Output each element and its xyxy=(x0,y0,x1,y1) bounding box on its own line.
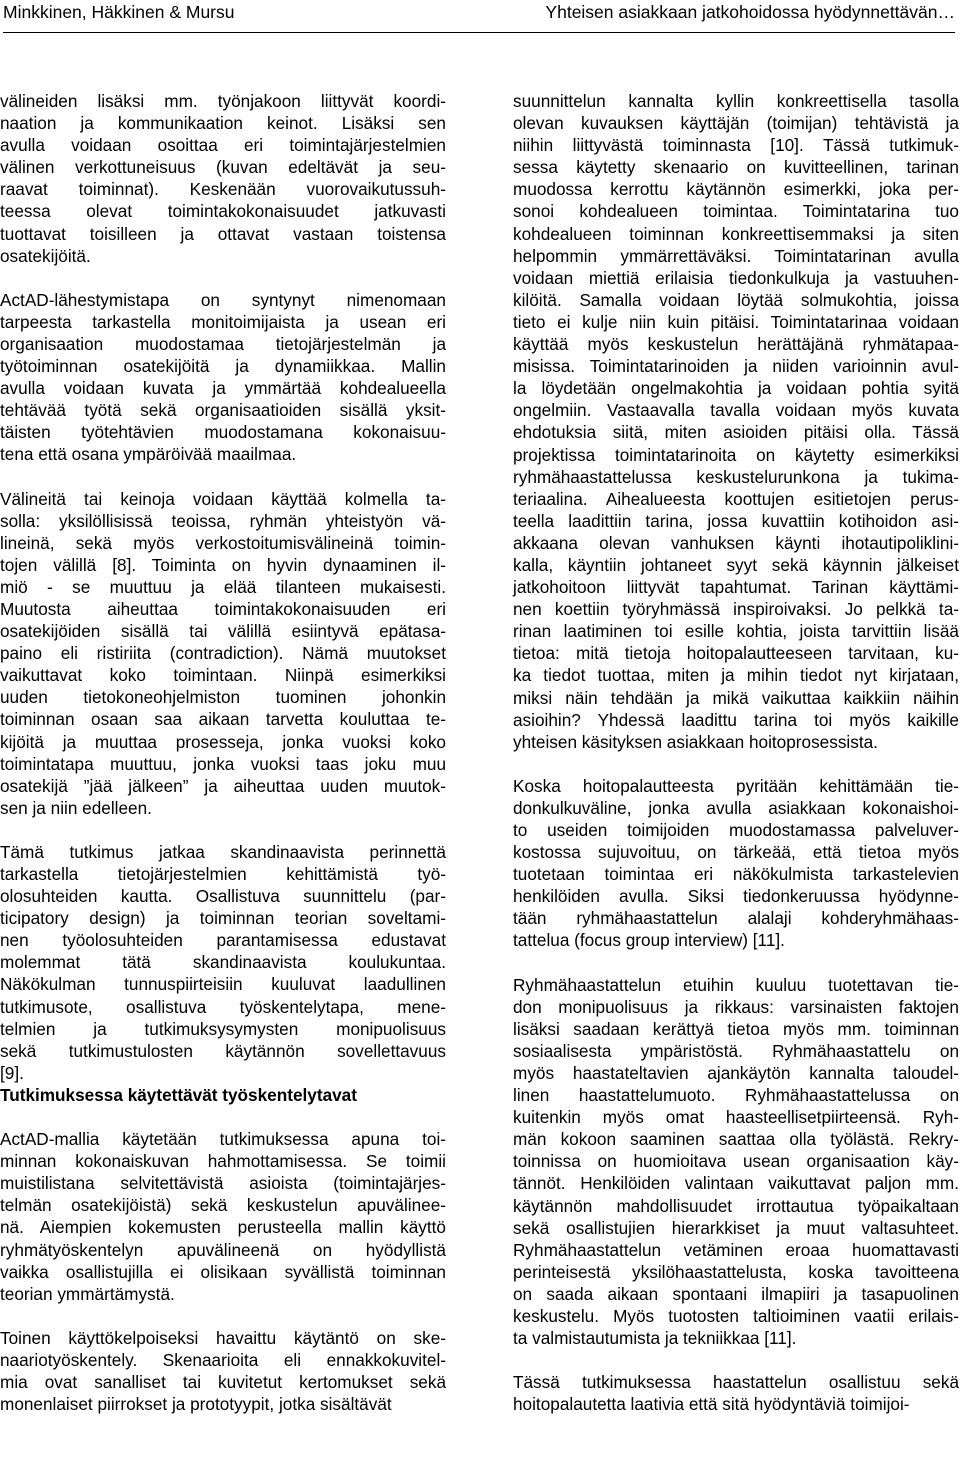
text-line: rinan laatiminen toi esille kohtia, joista tarvittiin lisää xyxy=(513,621,959,642)
text-line: kostossa sujuvoituu, on tärkeää, että tietoa myös xyxy=(513,842,959,863)
text-line: käyttää myös keskustelun herättäjänä ryhmätapaa- xyxy=(513,334,959,355)
text-line: kijöitä ja muuttaa prosesseja, jonka vuoksi koko xyxy=(0,731,446,752)
text-line: tuottavat toisilleen ja ottavat vastaan toistensa xyxy=(0,223,446,244)
text-line: toimintatapa muuttuu, jonka vuoksi taas joku muu xyxy=(0,753,446,774)
text-line: organisaation muodostamaa tietojärjestelmän ja xyxy=(0,333,446,354)
text-line: teriaalina. Aihealueesta koottujen esitietojen perus- xyxy=(513,488,959,509)
text-line: to useiden toimijoiden muodostamassa palveluver- xyxy=(513,820,959,840)
header-authors: Minkkinen, Häkkinen & Mursu xyxy=(3,2,235,22)
text-line: avulla voidaan osoittaa eri toimintajärjestelmien xyxy=(0,135,446,156)
text-line: Tässä tutkimuksessa haastattelun osallistuu sekä xyxy=(513,1372,959,1393)
text-line: ka tiedot tuottaa, miten ja mihin tiedot nyt kirjataan, xyxy=(513,665,959,686)
text-line: täisten työtehtävien muodostamana kokonaisuu- xyxy=(0,422,446,443)
text-line: la löydetään ongelmakohtia ja voidaan pohtia syitä xyxy=(513,378,959,399)
paragraph xyxy=(0,841,446,1084)
text-line: osatekijä ”jää jälkeen” ja aiheuttaa uuden muutok- xyxy=(0,775,446,796)
paragraph xyxy=(513,90,959,753)
text-line: sonoi kohdealueen toimintaa. Toimintatarina tuo xyxy=(513,201,959,222)
text-line: avulla voidaan kuvata ja ymmärtää kohdealueella xyxy=(0,378,446,399)
paragraph xyxy=(513,1371,959,1415)
text-line: miksi näin tehdään ja mikä vaikuttaa kaikkiin näihin xyxy=(513,687,959,708)
text-line: mia ovat sanalliset tai kuvitetut kertomukset sekä xyxy=(0,1371,446,1392)
text-line: toiminnan osaan saa aikaan tarvetta kouluttaa te- xyxy=(0,709,446,730)
text-line: muistilistana selvitettävistä asioista (toimintajärjes- xyxy=(0,1173,446,1194)
text-line: asioihin? Yhdessä laadittu tarina toi myös kaikille xyxy=(513,709,959,730)
text-line: misissa. Toimintatarinoiden ja niiden varioinnin avul- xyxy=(513,356,959,377)
text-line: tattelua (focus group interview) [11]. xyxy=(513,930,785,951)
text-line: Ryhmähaastattelun vetäminen eroaa huomattavasti xyxy=(513,1239,959,1260)
text-line: Näkökulman tunnuspiirteisiin kuuluvat laadullinen xyxy=(0,974,446,995)
text-line: sosiaalisesta ympäristöstä. Ryhmähaastattelu on xyxy=(513,1040,959,1061)
text-line: Tämä tutkimus jatkaa skandinaavista perinnettä xyxy=(0,841,446,862)
text-line: donkulkuväline, jonka avulla asiakkaan kokonaishoi- xyxy=(513,797,959,818)
text-line: hoitopalautetta laativia että sitä hyödyntäviä toimijoi- xyxy=(513,1394,910,1415)
text-line: solla: yksilöllisissä teoissa, ryhmän yhteistyön vä- xyxy=(0,510,446,531)
text-line: lineinä, sekä myös verkostoitumisvälineinä toimin- xyxy=(0,532,446,553)
text-line: sen ja niin edelleen. xyxy=(0,797,152,818)
text-line: linen haastattelumuoto. Ryhmähaastattelussa on xyxy=(513,1085,959,1106)
text-line: kohdealueen toiminnan konkreettisemmaksi ja siten xyxy=(513,223,959,244)
text-line: osatekijöiden sisällä tai välillä esiintyvä epätasa- xyxy=(0,621,446,642)
text-line: yhteisen käsityksen asiakkaan hoitoprosessista. xyxy=(513,731,878,752)
text-line: lisäksi saadaan kerättyä tietoa myös mm. toiminnan xyxy=(513,1018,959,1039)
text-line: henkilöiden avulla. Siksi tiedonkeruussa hyödynne- xyxy=(513,886,959,907)
text-line: voidaan miettiä erilaisia tiedonkulkuja ja vastuuhen- xyxy=(513,267,959,288)
text-line: suunnittelun kannalta kyllin konkreettisella tasolla xyxy=(513,91,959,111)
text-line: naation ja kommunikaation keinot. Lisäksi sen xyxy=(0,113,446,134)
text-line: tietoa: mitä tietoja hoitopalautteeseen tarvitaan, ku- xyxy=(513,643,959,664)
text-line: tieto ei kulje niin kuin pitäisi. Toimintatarinaa voidaan xyxy=(513,311,959,332)
text-line: sessa käytetty skenaario on kuvitteellinen, tarinan xyxy=(513,157,959,178)
paragraph xyxy=(0,289,446,466)
text-line: tään ryhmähaastattelun alalaji kohderyhmähaas- xyxy=(513,908,959,929)
paragraph xyxy=(0,90,446,267)
text-line: ticipatory design) ja toiminnan teorian soveltami- xyxy=(0,908,446,929)
text-line: tännöt. Henkilöiden valintaan vaikuttavat paljon mm. xyxy=(513,1173,959,1194)
text-line: vaikka osallistujilla ei olisikaan syvällistä toiminnan xyxy=(0,1261,446,1282)
text-line: tarpeesta tarkastella monitoimijaista ja usean eri xyxy=(0,311,446,332)
text-line: ActAD-mallia käytetään tutkimuksessa apuna toi- xyxy=(0,1129,446,1150)
text-line: paino eli ristiriita (contradiction). Nämä muutokset xyxy=(0,643,446,664)
text-line: tojen välillä [8]. Toiminta on hyvin dynaaminen il- xyxy=(0,554,446,575)
text-line: kilöitä. Samalla voidaan löytää solmukohtia, joissa xyxy=(513,289,959,310)
text-line: teella laadittiin tarina, jossa kuvattiin kotihoidon asi- xyxy=(513,510,959,531)
text-line: ActAD-lähestymistapa on syntynyt nimenomaan xyxy=(0,289,446,310)
paragraph xyxy=(0,488,446,819)
text-line: Välineitä tai keinoja voidaan käyttää kolmella ta- xyxy=(0,488,446,509)
text-line: [9]. xyxy=(0,1062,24,1083)
text-line: ta valmistautumista ja tekniikkaa [11]. xyxy=(513,1328,797,1349)
text-line: telmän osatekijöistä) sekä keskustelun apuvälineе- xyxy=(0,1195,446,1216)
text-line: Ryhmähaastattelun etuihin kuuluu tuotettavan tie- xyxy=(513,974,959,995)
paragraph xyxy=(513,974,959,1350)
text-line: Muutosta aiheuttaa toimintakokonaisuuden eri xyxy=(0,598,446,619)
text-line: nä. Aiempien kokemusten perusteella mallin käyttö xyxy=(0,1217,446,1238)
text-line: akkaana olevan vanhuksen käynti ihotautipoliklini- xyxy=(513,532,959,553)
text-line: olevan kuvauksen käyttäjän (toimijan) tehtävistä ja xyxy=(513,113,959,134)
text-line: ryhmähaastattelussa keskustelurunkona ja tukima- xyxy=(513,466,959,487)
left-column xyxy=(0,90,446,1437)
text-line: raavat toiminnat). Keskenään vuorovaikutussuh- xyxy=(0,179,446,200)
text-line: miö - se muuttuu ja elää tilanteen mukaisesti. xyxy=(0,576,446,597)
text-line: niihin liittyvästä toiminnasta [10]. Tässä tutkimuk- xyxy=(513,135,959,156)
text-line: Toinen käyttökelpoiseksi havaittu käytäntö on ske- xyxy=(0,1327,446,1348)
text-line: käytännön mahdollisuudet irrottautua työpaikaltaan xyxy=(513,1195,959,1216)
text-line: män kokoon saaminen saattaa olla työlästä. Rekry- xyxy=(513,1129,959,1150)
text-line: keskustelu. Myös tuotosten taltioiminen vaatii erilais- xyxy=(513,1305,959,1326)
text-line: työtoiminnan osatekijöitä ja dynamiikkaa. Mallin xyxy=(0,356,446,377)
text-line: teessa olevat toimintakokonaisuudet jatkuvasti xyxy=(0,201,446,222)
text-line: muodossa kerrottu käytännön esimerkki, joka per- xyxy=(513,179,959,200)
text-line: toinnissa on huomioitava usean organisaation käy- xyxy=(513,1151,959,1172)
text-line: minnan kokonaiskuvan hahmottamisessa. Se toimii xyxy=(0,1151,446,1172)
text-line: tena että osana ympäröivää maailmaa. xyxy=(0,444,297,465)
text-line: ehdotuksia siitä, miten asioiden pitäisi olla. Tässä xyxy=(513,422,959,443)
text-line: teorian ymmärtämystä. xyxy=(0,1283,175,1304)
text-line: sekä osallistujien hierarkkiset ja muut valtasuhteet. xyxy=(513,1217,959,1238)
text-line: sekä tutkimustulosten käytännön sovellettavuus xyxy=(0,1040,446,1061)
text-line: projektissa toimintatarinoita on käytetty esimerkiksi xyxy=(513,444,959,465)
paragraph xyxy=(513,775,959,952)
text-line: helpommin ymmärrettäväksi. Toimintatarinan avulla xyxy=(513,245,959,266)
right-column xyxy=(513,90,959,1437)
text-line: on saada aikaan spontaani ilmapiiri ja tasapuolinen xyxy=(513,1283,959,1304)
text-line: osatekijöitä. xyxy=(0,245,91,266)
text-line: ongelmiin. Vastaavalla tavalla voidaan myös kuvata xyxy=(513,400,959,421)
text-line: molemmat tätä skandinaavista koulukuntaa. xyxy=(0,952,446,973)
text-line: kuitenkin myös omat haasteellisetpiirteensä. Ryh- xyxy=(513,1107,959,1128)
text-line: välinen verkottuneisuus (kuvan edeltävät ja seu- xyxy=(0,157,446,178)
text-line: tarkastella tietojärjestelmien kehittämistä työ- xyxy=(0,864,446,884)
text-line: olosuhteiden kautta. Osallistuva suunnittelu (par- xyxy=(0,886,446,907)
text-line: ryhmätyöskentelyn apuvälineenä on hyödyllistä xyxy=(0,1239,446,1260)
text-line: perinteisestä yksilöhaastattelusta, koska tavoitteena xyxy=(513,1261,959,1282)
text-line: jatkohoitoon liittyvät tapahtumat. Tarinan käyttämi- xyxy=(513,577,959,598)
text-line: myös haastateltavien ajankäytön kannalta taloudel- xyxy=(513,1062,959,1083)
text-line: tehtävää työtä sekä organisaatioiden sisällä yksit- xyxy=(0,400,446,421)
text-line: don monipuolisuus ja rikkaus: varsinaisten faktojen xyxy=(513,996,959,1017)
paragraph xyxy=(0,1327,446,1415)
text-line: tuotetaan toimintaa eri näkökulmista tarkastelevien xyxy=(513,864,959,885)
text-line: naariotyöskentely. Skenaarioita eli ennakkokuvitel- xyxy=(0,1349,446,1370)
paragraph xyxy=(0,1128,446,1305)
text-line: nen koettiin työryhmässä inspiroivaksi. Jo pelkkä ta- xyxy=(513,599,959,620)
text-line: Koska hoitopalautteesta pyritään kehittämään tie- xyxy=(513,775,959,796)
text-line: välineiden lisäksi mm. työnjakoon liittyvät koordi- xyxy=(0,91,446,111)
text-line: telmien ja tutkimuksysymysten monipuolisuus xyxy=(0,1018,446,1039)
text-line: monenlaiset piirrokset ja prototyypit, jotka sisältävät xyxy=(0,1394,392,1415)
text-line: uuden tietokoneohjelmiston tuominen johonkin xyxy=(0,687,446,708)
text-line: tutkimusote, osallistuva työskentelytapa, mene- xyxy=(0,996,446,1017)
running-header xyxy=(3,0,955,33)
text-line: nen työolosuhteiden parantamisessa edustavat xyxy=(0,930,446,951)
section-heading: Tutkimuksessa käytettävät työskentelytavat xyxy=(0,1084,357,1105)
header-title: Yhteisen asiakkaan jatkohoidossa hyödynnettävän… xyxy=(545,2,955,22)
text-line: vaikuttavat koko toimintaan. Niinpä esimerkiksi xyxy=(0,665,446,686)
text-line: kalla, käyntiin johtaneet syyt sekä käynnin jälkeiset xyxy=(513,554,959,575)
